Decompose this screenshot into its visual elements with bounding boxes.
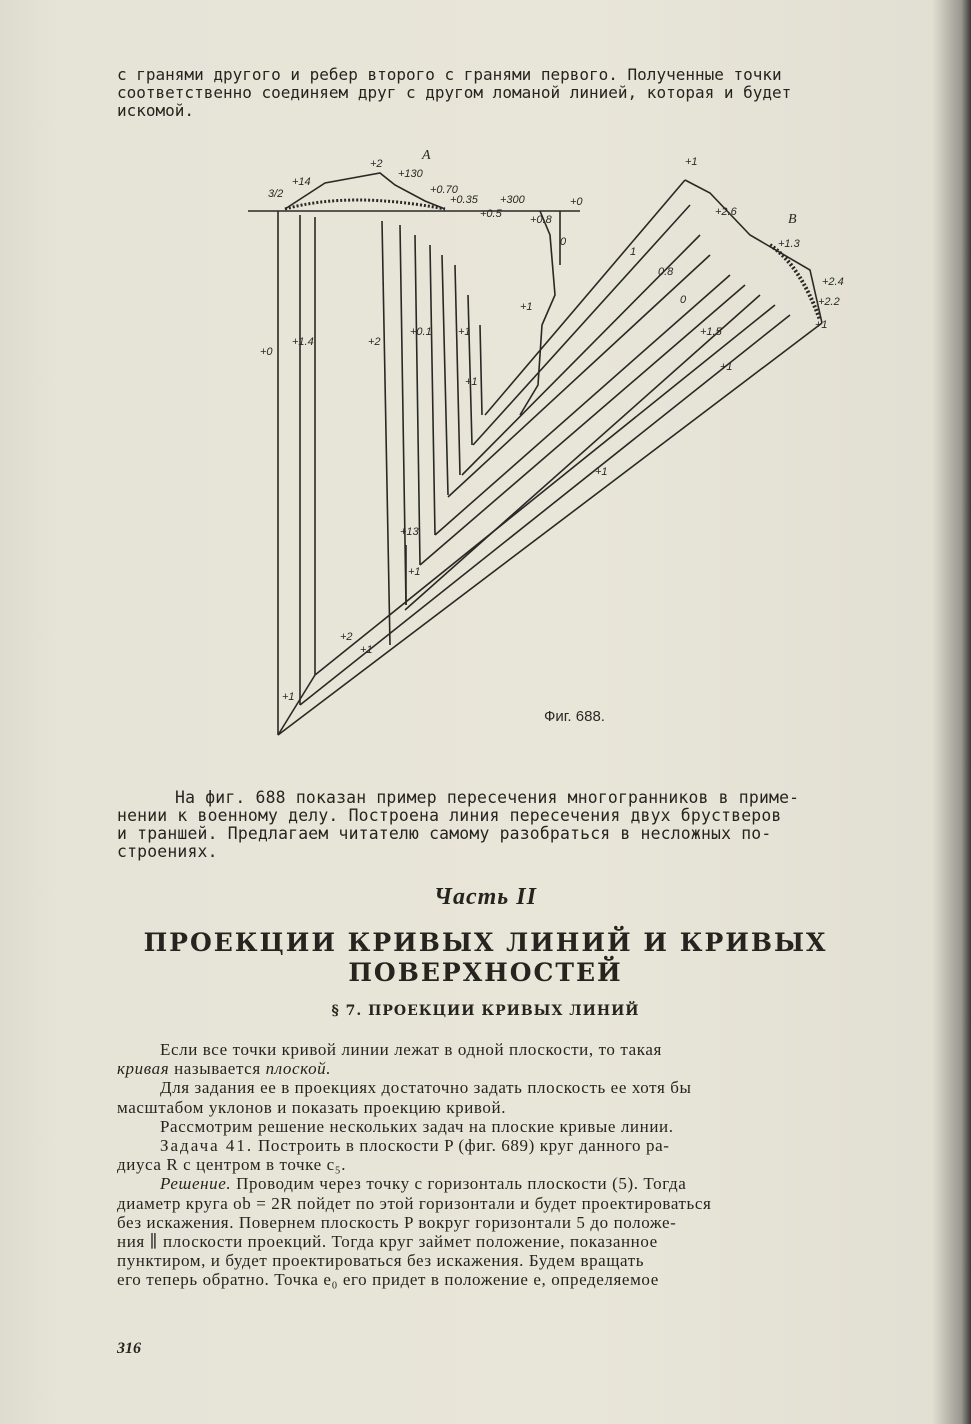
figure-label: +1	[458, 326, 471, 338]
text-line: соответственно соединяем друг с другом ломаной линией, которая и будет	[117, 83, 792, 102]
text-run: Проводим через точку c горизонталь плоскости (5). Тогда	[231, 1174, 687, 1194]
figure-label: 0	[560, 236, 567, 248]
parapet-a-hatch	[285, 200, 445, 209]
figure-688	[230, 145, 850, 745]
diagonal-6	[448, 255, 710, 497]
text-line: Если все точки кривой линии лежат в одной плоскости, то такая	[160, 1040, 662, 1059]
parapet-b-label: B	[788, 212, 797, 227]
figure-label: +0	[260, 346, 273, 358]
contour-8	[455, 265, 460, 475]
part-title: Часть II	[434, 884, 537, 910]
figure-label: +1	[720, 361, 733, 373]
text-line: Рассмотрим решение нескольких задач на плоские кривые линии.	[160, 1116, 674, 1136]
text-run: Построить в плоскости P (фиг. 689) круг данного ра-	[253, 1136, 670, 1156]
figure-label: +0.70	[430, 184, 458, 196]
figure-description-paragraph	[117, 789, 942, 861]
figure-label: +0	[570, 196, 583, 208]
chapter-title-line: ПОВЕРХНОСТЕЙ	[348, 958, 623, 987]
parapet-a-label: A	[422, 148, 431, 163]
text-line: диаметр круга ob = 2R пойдет по этой горизонтали и будет проектироваться	[117, 1193, 712, 1213]
text-line: с гранями другого и ребер второго с гранями первого. Полученные точки	[117, 65, 782, 84]
diagonal-1	[300, 315, 790, 705]
figure-label: 0.8	[658, 266, 674, 278]
text-line: строениях.	[117, 842, 218, 861]
contour-9	[468, 295, 472, 445]
text-line: масштабом уклонов и показать проекцию кривой.	[117, 1097, 507, 1117]
figure-label: +1.5	[700, 326, 722, 338]
figure-label: +2.4	[822, 276, 844, 288]
diagonal-3	[405, 295, 760, 610]
contour-4	[400, 225, 406, 605]
figure-label: +1	[465, 376, 478, 388]
solution-label: Решение.	[160, 1174, 232, 1194]
figure-label: 0	[680, 294, 687, 306]
figure-label: +1	[685, 156, 698, 168]
figure-label: +2.2	[818, 296, 840, 308]
figure-688-drawing	[230, 145, 850, 745]
term-italic: плоской.	[265, 1059, 332, 1079]
problem-label: Задача 41.	[160, 1136, 254, 1156]
text-line: и траншей. Предлагаем читателю самому разобраться в несложных по-	[117, 824, 772, 843]
figure-label: +0.1	[410, 326, 432, 338]
text-line: нении к военному делу. Построена линия пересечения двух брустверов	[117, 806, 782, 825]
figure-label: +1	[408, 566, 421, 578]
contour-5	[415, 235, 420, 565]
diagonal-8	[473, 205, 690, 445]
text-line: На фиг. 688 показан пример пересечения многогранников в приме-	[175, 788, 800, 807]
figure-label: +2	[370, 158, 383, 170]
contour-7	[442, 255, 448, 495]
text-line: пунктиром, и будет проектироваться без искажения. Будем вращать	[117, 1251, 645, 1271]
figure-label: +2	[368, 336, 381, 348]
text-line	[117, 1174, 942, 1193]
figure-label: +2	[340, 631, 353, 643]
figure-label: +13	[400, 526, 419, 538]
text-line: диуса R с центром в точке c₅.	[117, 1155, 347, 1175]
text-line: его теперь обратно. Точка e₀ его придет в положение e, определяемое	[117, 1270, 659, 1290]
term-italic: кривая	[117, 1059, 170, 1079]
figure-caption: Фиг. 688.	[544, 708, 605, 725]
contour-3	[382, 221, 390, 645]
diagonal-5	[435, 275, 730, 535]
foot-1	[278, 675, 315, 735]
trench-wall	[520, 211, 555, 415]
figure-label: +0.8	[530, 214, 552, 226]
text-line	[117, 1059, 942, 1078]
text-run: называется	[169, 1059, 266, 1079]
figure-label: 3/2	[268, 188, 284, 200]
top-paragraph	[117, 66, 952, 120]
figure-label: +0.5	[480, 208, 502, 220]
figure-label: +0.35	[450, 194, 478, 206]
figure-label: +1	[815, 319, 828, 331]
body-text	[117, 1040, 942, 1290]
contour-10	[480, 325, 482, 415]
chapter-title	[0, 928, 971, 988]
figure-label: +1.3	[778, 238, 800, 250]
figure-label: +1	[282, 691, 295, 703]
text-line: искомой.	[117, 101, 195, 120]
text-line: без искажения. Повернем плоскость P вокруг горизонтали 5 до положе-	[117, 1212, 677, 1232]
figure-label: +14	[292, 176, 311, 188]
text-line: Для задания ее в проекциях достаточно задать плоскость ее хотя бы	[160, 1078, 692, 1098]
text-line	[117, 1136, 942, 1155]
figure-label: +1	[360, 644, 373, 656]
figure-label: +1	[595, 466, 608, 478]
page-number: 316	[117, 1340, 141, 1357]
figure-label: +130	[398, 168, 423, 180]
figure-label: +1.4	[292, 336, 314, 348]
text-line: ния ∥ плоскости проекций. Тогда круг займет положение, показанное	[117, 1232, 658, 1252]
diagonal-outer	[278, 323, 822, 735]
figure-label: +1	[520, 301, 533, 313]
contour-6	[430, 245, 435, 535]
figure-label: +2.6	[715, 206, 737, 218]
diagonal-9	[485, 180, 685, 415]
section-title: § 7. ПРОЕКЦИИ КРИВЫХ ЛИНИЙ	[331, 1003, 640, 1019]
figure-label: +300	[500, 194, 525, 206]
figure-label: 1	[630, 246, 637, 258]
chapter-title-line: ПРОЕКЦИИ КРИВЫХ ЛИНИЙ И КРИВЫХ	[143, 928, 828, 957]
